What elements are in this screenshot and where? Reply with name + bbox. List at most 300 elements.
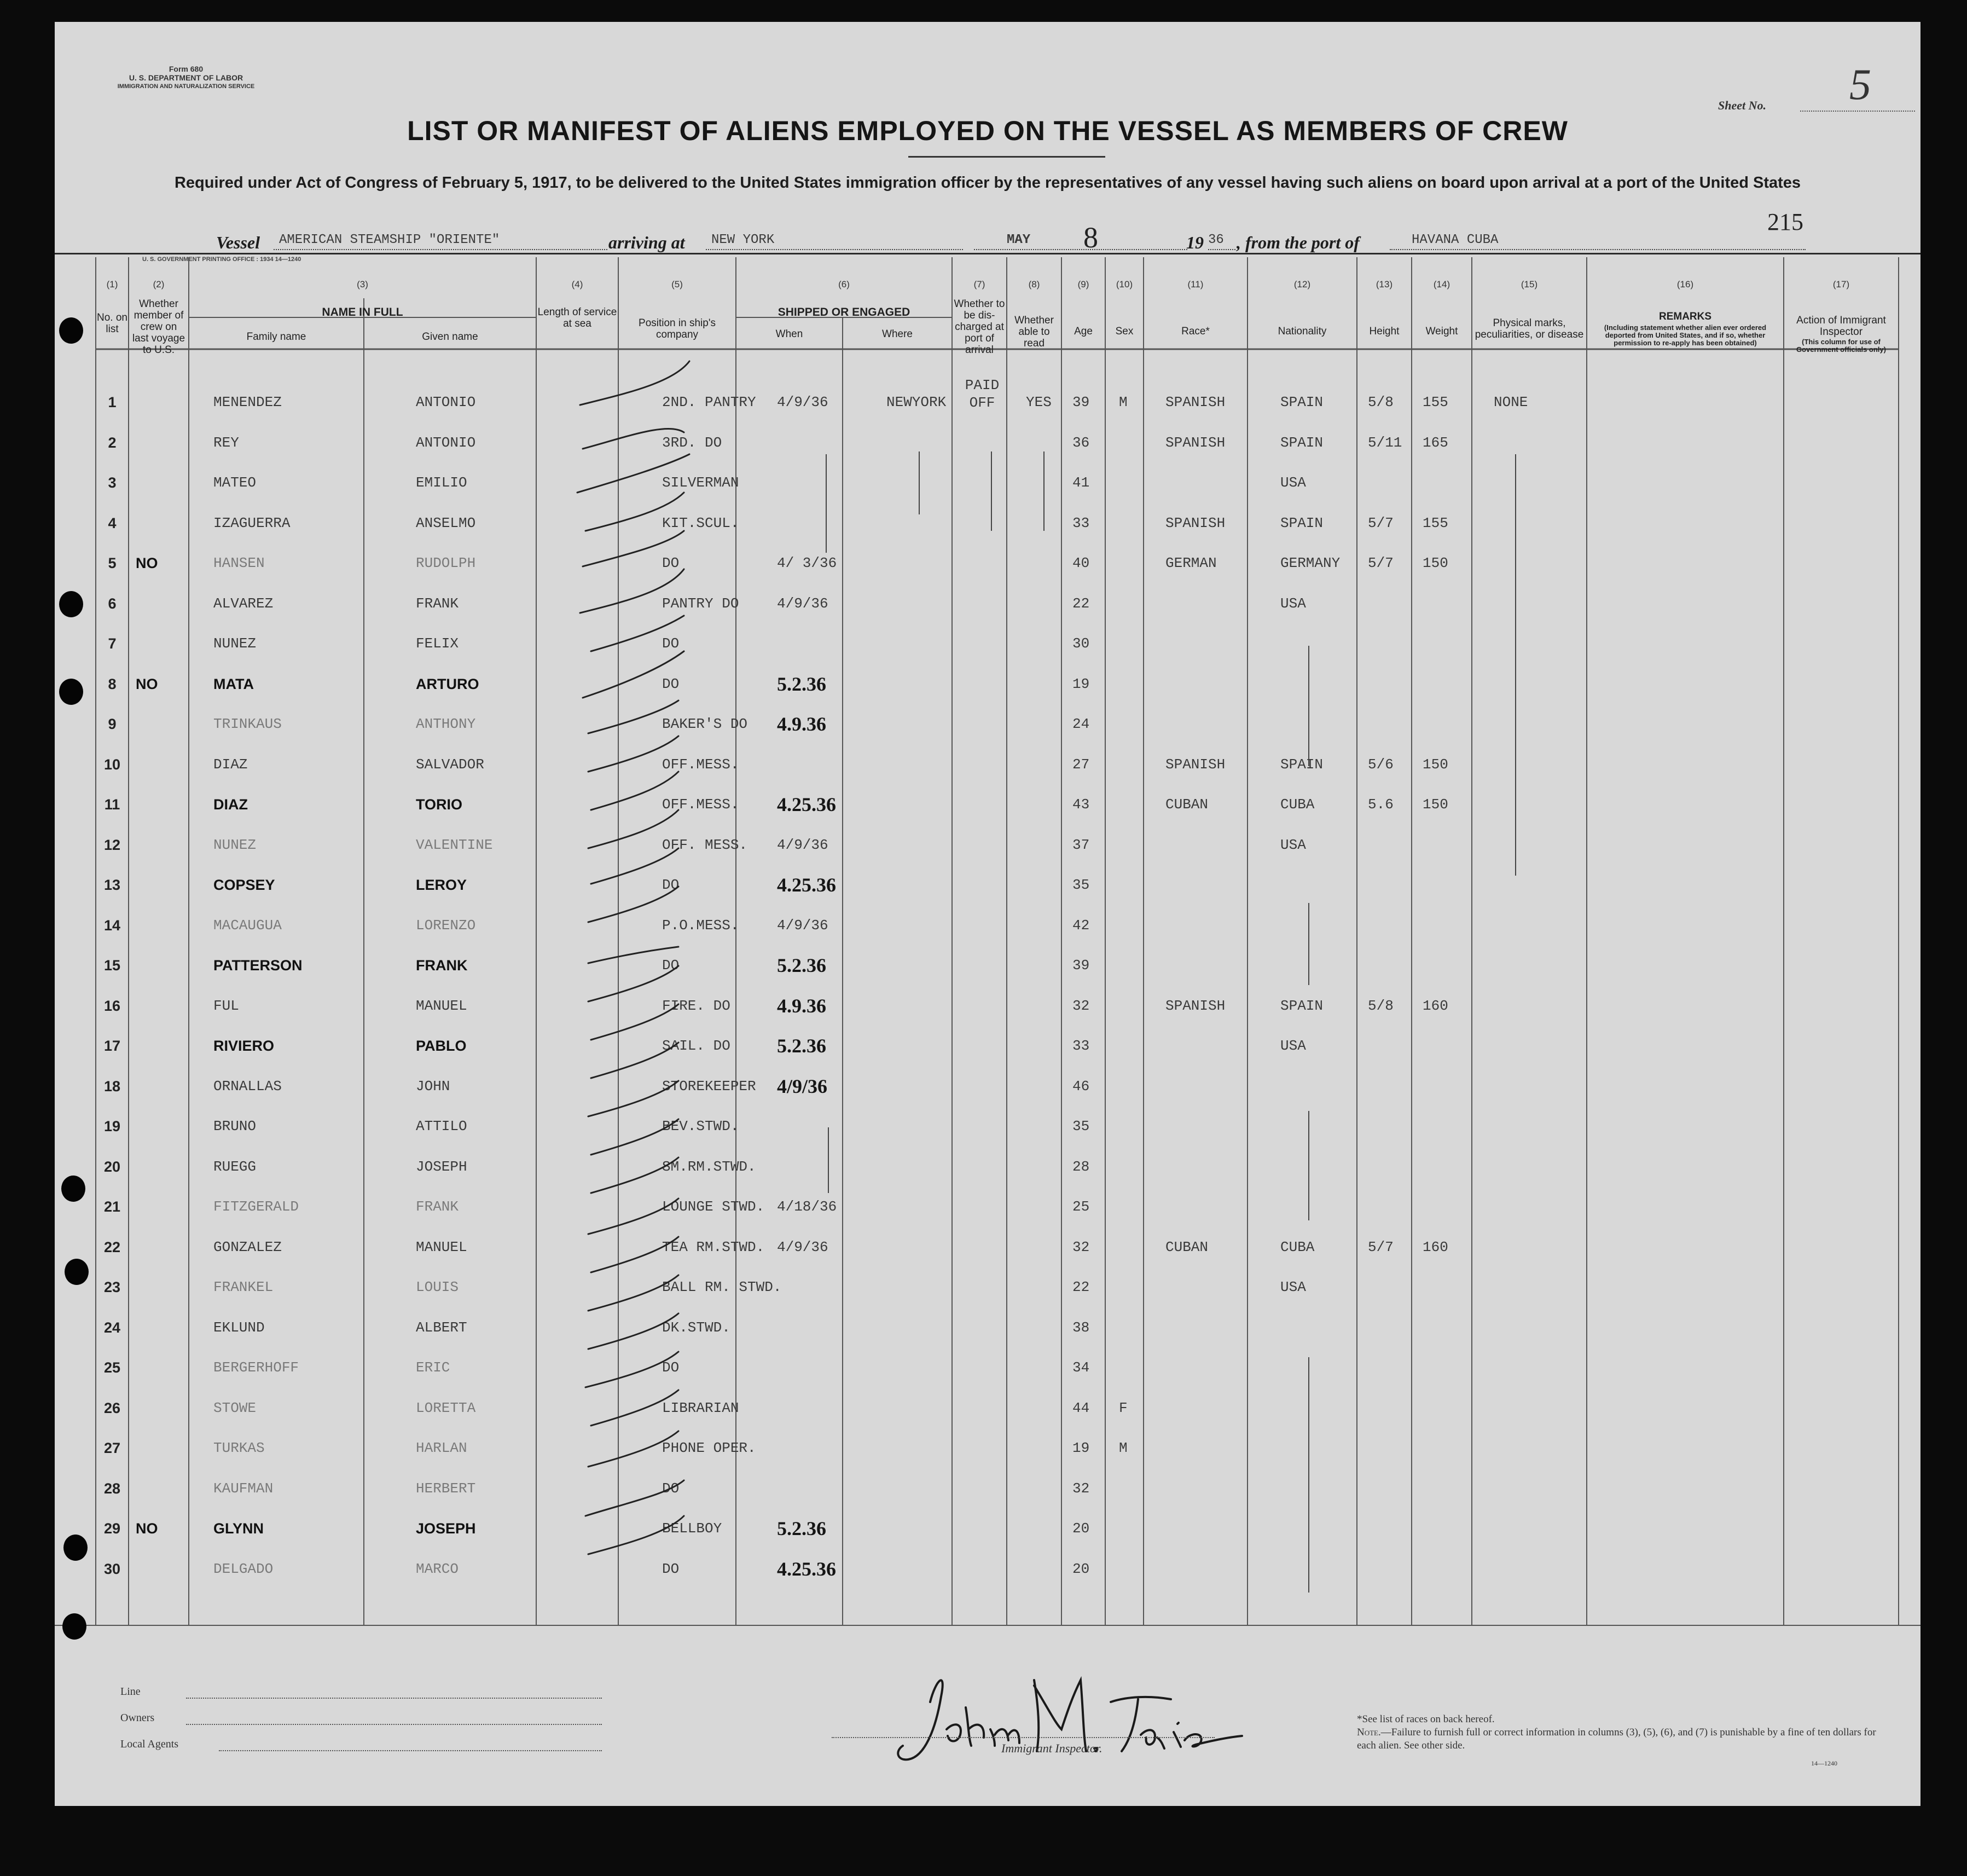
cell-age: 39 [1072, 394, 1090, 410]
row-number: 15 [103, 957, 121, 974]
cell-height: 5/8 [1368, 997, 1394, 1014]
sheet-number-label: Sheet No. [1718, 99, 1766, 112]
cell-family: TURKAS [213, 1440, 265, 1456]
binder-hole [59, 679, 83, 705]
row-number: 18 [103, 1078, 121, 1095]
cell-age: 35 [1072, 877, 1090, 893]
cell-age: 42 [1072, 917, 1090, 934]
row-number: 6 [108, 595, 117, 612]
cell-given: ARTURO [416, 675, 479, 692]
cell-discharged: PAID OFF [965, 377, 1000, 411]
col-num-12: (12) [1293, 279, 1311, 289]
cell-position: OFF.MESS. [662, 756, 739, 773]
cell-nationality: USA [1280, 1038, 1306, 1054]
cell-when: 5.2.36 [777, 1518, 826, 1539]
binder-hole [61, 1176, 85, 1202]
cell-position: DO [662, 555, 680, 571]
cell-where: NEWYORK [886, 394, 947, 410]
cell-position: BALL RM. STWD. [662, 1279, 782, 1295]
cell-age: 28 [1072, 1158, 1090, 1175]
cell-sex: M [1119, 394, 1128, 410]
row-number: 26 [103, 1399, 121, 1416]
cell-family: NUNEZ [213, 635, 257, 652]
signature-scrawl [854, 1620, 1247, 1806]
cell-when: 5.2.36 [777, 954, 826, 976]
cell-given: LORETTA [416, 1399, 476, 1416]
table-row [55, 874, 1920, 917]
header-family-name: Family name [246, 331, 306, 343]
table-row [55, 713, 1920, 756]
header-position: Position in ship's company [639, 317, 716, 340]
cell-family: NUNEZ [213, 836, 257, 853]
table-row [55, 1035, 1920, 1078]
cell-age: 27 [1072, 756, 1090, 773]
header-top-rule [55, 253, 1920, 254]
cell-position: LOUNGE STWD. [662, 1198, 765, 1215]
row-number: 14 [103, 917, 121, 934]
cell-family: DIAZ [213, 796, 248, 813]
table-row [55, 1279, 1920, 1319]
inspector-signature [854, 1620, 1247, 1806]
cell-when: 4.9.36 [777, 994, 826, 1017]
table-row [55, 837, 1920, 877]
row-number: 25 [103, 1359, 121, 1376]
arriving-label: arriving at [608, 233, 685, 252]
cell-member: NO [136, 675, 158, 692]
header-nationality: Nationality [1278, 326, 1327, 337]
cell-height: 5/7 [1368, 555, 1394, 571]
form-code: 14—1240 [1811, 1759, 1837, 1767]
cell-position: FIRE. DO [662, 997, 730, 1014]
cell-given: ANTONIO [416, 434, 476, 451]
row-number: 12 [103, 836, 121, 853]
cell-given: EMILIO [416, 474, 467, 491]
local-agents-field [219, 1750, 602, 1751]
cell-age: 20 [1072, 1520, 1090, 1537]
arriving-port: NEW YORK [706, 233, 963, 250]
cell-when: 4.25.36 [777, 794, 836, 815]
cell-age: 39 [1072, 957, 1090, 974]
cell-given: ANTONIO [416, 394, 476, 410]
cell-nationality: CUBA [1280, 1238, 1315, 1255]
cell-when: 4.25.36 [777, 1557, 836, 1580]
col-num-2: (2) [153, 279, 165, 289]
col-num-9: (9) [1077, 279, 1089, 289]
cell-position: PHONE OPER. [662, 1440, 756, 1456]
owners-label: Owners [120, 1712, 155, 1724]
cell-position: OFF. MESS. [662, 836, 748, 853]
cell-sex: F [1119, 1399, 1128, 1416]
cell-age: 41 [1072, 474, 1090, 491]
row-number: 2 [108, 434, 117, 451]
header-sex: Sex [1115, 326, 1134, 337]
row-number: 4 [108, 514, 117, 531]
sheet-number-value: 5 [1849, 61, 1871, 109]
table-row [55, 1359, 1920, 1400]
binder-hole [63, 1535, 88, 1561]
cell-given: PABLO [416, 1038, 467, 1054]
manifest-sheet [55, 22, 1920, 1806]
header-no-on-list: No. on list [97, 312, 127, 335]
cell-family: BERGERHOFF [213, 1359, 299, 1376]
cell-family: GONZALEZ [213, 1238, 282, 1255]
table-row [55, 474, 1920, 515]
cell-family: HANSEN [213, 555, 265, 571]
arrival-day: 8 [1083, 221, 1098, 254]
sheet-number-line [1800, 111, 1915, 112]
vessel-label: Vessel [216, 233, 260, 252]
line-label: Line [120, 1686, 141, 1698]
service-name: IMMIGRATION AND NATURALIZATION SERVICE [117, 83, 255, 90]
cell-physical: NONE [1494, 394, 1528, 410]
cell-family: MACAUGUA [213, 917, 282, 934]
cell-position: DO [662, 1359, 680, 1376]
binder-hole [65, 1259, 89, 1285]
row-number: 17 [103, 1038, 121, 1054]
row-number: 30 [103, 1560, 121, 1577]
cell-race: SPANISH [1165, 756, 1226, 773]
cell-race: CUBAN [1165, 796, 1209, 813]
cell-weight: 150 [1423, 796, 1448, 813]
cell-weight: 160 [1423, 1238, 1448, 1255]
cell-position: SILVERMAN [662, 474, 739, 491]
header-remarks-note: (Including statement whether alien ever ordered deported from United States, and if so, whether permission to re-apply has been obtained) [1604, 323, 1767, 347]
line-field [186, 1698, 602, 1699]
department-name: U. S. DEPARTMENT OF LABOR [129, 73, 243, 82]
table-row [55, 1239, 1920, 1279]
cell-age: 32 [1072, 1238, 1090, 1255]
cell-when: 4/ 3/36 [777, 555, 837, 571]
cell-position: BAKER'S DO [662, 716, 748, 732]
cell-position: PANTRY DO [662, 595, 739, 612]
cell-height: 5/6 [1368, 756, 1394, 773]
cell-position: TEA RM.STWD. [662, 1238, 765, 1255]
table-row [55, 635, 1920, 676]
cell-given: LEROY [416, 877, 467, 893]
col-num-17: (17) [1832, 279, 1850, 289]
cell-given: ANTHONY [416, 716, 476, 732]
cell-when: 4/9/36 [777, 836, 828, 853]
printing-office-line: U. S. GOVERNMENT PRINTING OFFICE : 1934 14—1240 [142, 256, 301, 263]
cell-family: MENENDEZ [213, 394, 282, 410]
cell-given: JOSEPH [416, 1158, 467, 1175]
header-able-read: Whether able to read [1014, 315, 1054, 349]
table-row [55, 673, 1920, 716]
cell-position: KIT.SCUL. [662, 514, 739, 531]
row-number: 8 [108, 675, 117, 692]
cell-given: HERBERT [416, 1480, 476, 1497]
table-row [55, 555, 1920, 595]
local-agents-label: Local Agents [120, 1738, 179, 1750]
form-identifier [93, 65, 279, 91]
header-age: Age [1074, 326, 1093, 337]
cell-given: TORIO [416, 796, 463, 813]
row-number: 5 [108, 555, 117, 571]
cell-race: SPANISH [1165, 394, 1226, 410]
document-title: LIST OR MANIFEST OF ALIENS EMPLOYED ON THE VESSEL AS MEMBERS OF CREW [407, 115, 1568, 146]
cell-weight: 150 [1423, 756, 1448, 773]
header-given-name: Given name [422, 331, 478, 343]
row-number: 27 [103, 1440, 121, 1456]
cell-given: ANSELMO [416, 514, 476, 531]
table-row [55, 1440, 1920, 1480]
cell-nationality: SPAIN [1280, 756, 1324, 773]
cell-position: DO [662, 877, 680, 893]
cell-race: SPANISH [1165, 997, 1226, 1014]
table-row [55, 917, 1920, 958]
table-row [55, 595, 1920, 636]
cell-position: OFF.MESS. [662, 796, 739, 813]
cell-read: YES [1026, 394, 1052, 410]
cell-given: FELIX [416, 635, 459, 652]
cell-family: RUEGG [213, 1158, 257, 1175]
table-row [55, 1159, 1920, 1199]
cell-position: 3RD. DO [662, 434, 722, 451]
cell-weight: 155 [1423, 394, 1448, 410]
cell-given: JOSEPH [416, 1520, 476, 1537]
cell-when: 4.25.36 [777, 874, 836, 896]
cell-family: FRANKEL [213, 1279, 274, 1295]
title-underline [908, 156, 1105, 158]
row-number: 1 [108, 394, 117, 410]
table-row [55, 1557, 1920, 1601]
cell-when: 4/9/36 [777, 917, 828, 934]
row-number: 16 [103, 997, 121, 1014]
cell-family: FUL [213, 997, 239, 1014]
cell-height: 5.6 [1368, 796, 1394, 813]
cell-age: 33 [1072, 1038, 1090, 1054]
cell-nationality: SPAIN [1280, 434, 1324, 451]
col-num-8: (8) [1028, 279, 1040, 289]
col-num-10: (10) [1116, 279, 1133, 289]
cell-age: 34 [1072, 1359, 1090, 1376]
cell-position: DK.STWD. [662, 1319, 730, 1336]
cell-age: 24 [1072, 716, 1090, 732]
from-port: HAVANA CUBA [1390, 233, 1806, 250]
header-weight: Weight [1425, 326, 1458, 337]
row-number: 21 [103, 1198, 121, 1215]
cell-age: 33 [1072, 514, 1090, 531]
cell-given: LORENZO [416, 917, 476, 934]
arrival-year: 36 [1208, 233, 1235, 250]
cell-position: LIBRARIAN [662, 1399, 739, 1416]
cell-age: 35 [1072, 1118, 1090, 1134]
cell-given: ERIC [416, 1359, 450, 1376]
cell-family: FITZGERALD [213, 1198, 299, 1215]
cell-given: HARLAN [416, 1440, 467, 1456]
col-num-16: (16) [1676, 279, 1694, 289]
cell-when: 4/9/36 [777, 595, 828, 612]
header-race: Race* [1181, 326, 1210, 337]
cell-position: SM.RM.STWD. [662, 1158, 756, 1175]
cell-when: 5.2.36 [777, 1035, 826, 1057]
owners-field [186, 1724, 602, 1725]
cell-age: 36 [1072, 434, 1090, 451]
cell-height: 5/11 [1368, 434, 1402, 451]
arrival-date-field [974, 221, 1187, 254]
cell-given: LOUIS [416, 1279, 459, 1295]
table-row [55, 994, 1920, 1038]
binder-hole [59, 317, 83, 344]
header-action: Action of Immigrant Inspector [1796, 315, 1886, 338]
header-name-in-full: NAME IN FULL [322, 306, 403, 319]
cell-age: 32 [1072, 997, 1090, 1014]
cell-nationality: SPAIN [1280, 394, 1324, 410]
page-number: 215 [1767, 209, 1803, 235]
cell-family: GLYNN [213, 1520, 264, 1537]
row-number: 7 [108, 635, 117, 652]
cell-given: FRANK [416, 957, 468, 974]
cell-given: ATTILO [416, 1118, 467, 1134]
row-number: 11 [104, 796, 120, 813]
cell-age: 19 [1072, 1440, 1090, 1456]
table-row [55, 377, 1920, 435]
cell-given: FRANK [416, 1198, 459, 1215]
cell-nationality: CUBA [1280, 796, 1315, 813]
cell-nationality: SPAIN [1280, 514, 1324, 531]
cell-family: MATA [213, 675, 254, 692]
col-num-3: (3) [357, 279, 368, 289]
table-row [55, 1520, 1920, 1561]
cell-age: 32 [1072, 1480, 1090, 1497]
cell-age: 37 [1072, 836, 1090, 853]
inspector-label: Immigrant Inspector. [1001, 1741, 1103, 1755]
cell-position: DO [662, 1560, 680, 1577]
cell-weight: 155 [1423, 514, 1448, 531]
cell-race: GERMAN [1165, 555, 1217, 571]
col-num-4: (4) [571, 279, 583, 289]
cell-family: DIAZ [213, 756, 248, 773]
cell-family: STOWE [213, 1399, 257, 1416]
row-number: 13 [103, 877, 121, 893]
table-row [55, 1118, 1920, 1159]
header-length-service: Length of service at sea [537, 306, 617, 329]
cell-given: MANUEL [416, 1238, 467, 1255]
cell-age: 19 [1072, 675, 1090, 692]
cell-nationality: USA [1280, 474, 1306, 491]
penalty-note [1357, 1726, 1882, 1752]
cell-when: 4/9/36 [777, 1238, 828, 1255]
cell-age: 38 [1072, 1319, 1090, 1336]
cell-age: 25 [1072, 1198, 1090, 1215]
col-num-5: (5) [671, 279, 683, 289]
cell-family: ORNALLAS [213, 1078, 282, 1095]
header-discharged: Whether to be dis-charged at port of arrival [954, 298, 1005, 356]
cell-age: 43 [1072, 796, 1090, 813]
table-row [55, 515, 1920, 555]
header-whether-member: Whether member of crew on last voyage to U.S. [132, 298, 185, 356]
binder-hole [59, 591, 83, 617]
table-row [55, 1319, 1920, 1360]
cell-given: FRANK [416, 595, 459, 612]
cell-given: JOHN [416, 1078, 450, 1095]
cell-when: 5.2.36 [777, 673, 826, 695]
cell-age: 44 [1072, 1399, 1090, 1416]
cell-height: 5/8 [1368, 394, 1394, 410]
cell-member: NO [136, 1520, 158, 1537]
cell-given: VALENTINE [416, 836, 493, 853]
table-row [55, 1198, 1920, 1239]
vessel-name: AMERICAN STEAMSHIP "ORIENTE" [274, 233, 607, 250]
cell-family: COPSEY [213, 877, 275, 893]
note-text: —Failure to furnish full or correct information in columns (3), (5), (6), and (7) is punishable by a fine of ten dollars for each alien. See other side. [1357, 1727, 1876, 1751]
row-number: 22 [103, 1238, 121, 1255]
cell-nationality: USA [1280, 595, 1306, 612]
table-row [55, 954, 1920, 998]
cell-family: MATEO [213, 474, 257, 491]
note-label: Note. [1357, 1727, 1381, 1738]
cell-family: RIVIERO [213, 1038, 275, 1054]
cell-nationality: SPAIN [1280, 997, 1324, 1014]
cell-age: 22 [1072, 1279, 1090, 1295]
col-num-7: (7) [973, 279, 985, 289]
signature-line [832, 1737, 1215, 1738]
cell-nationality: USA [1280, 1279, 1306, 1295]
table-row [55, 435, 1920, 475]
header-when: When [775, 328, 803, 340]
cell-family: PATTERSON [213, 957, 303, 974]
cell-family: IZAGUERRA [213, 514, 291, 531]
cell-when: 4/18/36 [777, 1198, 837, 1215]
cell-position: BELLBOY [662, 1520, 722, 1537]
cell-family: ALVAREZ [213, 595, 274, 612]
cell-age: 30 [1072, 635, 1090, 652]
cell-age: 46 [1072, 1078, 1090, 1095]
header-remarks: REMARKS [1658, 311, 1712, 322]
cell-family: BRUNO [213, 1118, 257, 1134]
cell-race: SPANISH [1165, 514, 1226, 531]
cell-race: CUBAN [1165, 1238, 1209, 1255]
cell-when: 4.9.36 [777, 713, 826, 735]
cell-given: ALBERT [416, 1319, 467, 1336]
cell-age: 22 [1072, 595, 1090, 612]
cell-nationality: GERMANY [1280, 555, 1341, 571]
row-number: 23 [103, 1279, 121, 1295]
cell-position: DO [662, 675, 680, 692]
row-number: 3 [108, 474, 117, 491]
race-note: *See list of races on back hereof. [1357, 1713, 1495, 1725]
cell-age: 40 [1072, 555, 1090, 571]
table-row [55, 1075, 1920, 1119]
cell-given: SALVADOR [416, 756, 484, 773]
form-number: Form 680 [169, 65, 204, 73]
cell-family: REY [213, 434, 239, 451]
cell-given: RUDOLPH [416, 555, 476, 571]
cell-height: 5/7 [1368, 514, 1394, 531]
table-row [55, 1400, 1920, 1440]
cell-member: NO [136, 555, 158, 571]
cell-weight: 165 [1423, 434, 1448, 451]
col-num-13: (13) [1376, 279, 1393, 289]
row-number: 20 [103, 1158, 121, 1175]
cell-nationality: USA [1280, 836, 1306, 853]
cell-position: SAIL. DO [662, 1038, 730, 1054]
col-num-15: (15) [1521, 279, 1538, 289]
cell-family: DELGADO [213, 1560, 274, 1577]
row-number: 19 [103, 1118, 121, 1134]
header-shipped-engaged: SHIPPED OR ENGAGED [777, 306, 910, 319]
col-num-6: (6) [838, 279, 850, 289]
table-row [55, 756, 1920, 797]
cell-when: 4/9/36 [777, 394, 828, 410]
cell-given: MARCO [416, 1560, 459, 1577]
year-prefix: 19 [1186, 233, 1204, 252]
cell-position: DO [662, 635, 680, 652]
cell-when: 4/9/36 [777, 1075, 828, 1097]
cell-height: 5/7 [1368, 1238, 1394, 1255]
header-physical-marks: Physical marks, peculiarities, or disease [1475, 317, 1584, 340]
cell-age: 20 [1072, 1560, 1090, 1577]
